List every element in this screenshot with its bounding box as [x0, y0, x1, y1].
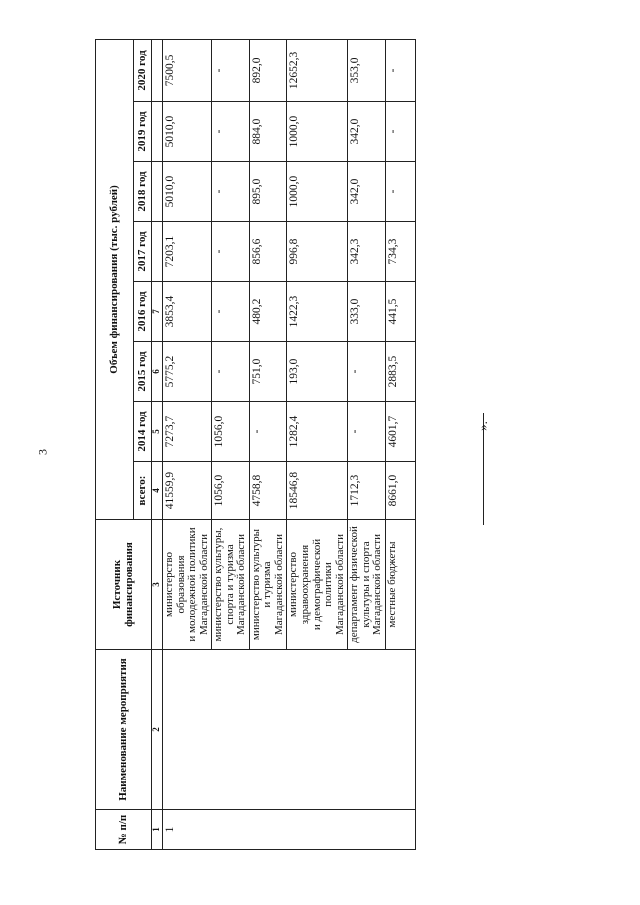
header-volume: Объем финансирования (тыс. рублей) — [96, 39, 134, 519]
year-value: 996,8 — [287, 222, 348, 282]
total-value: 41559,9 — [163, 462, 212, 520]
year-value: 441,5 — [385, 282, 415, 342]
header-year: 2015 год — [134, 342, 152, 402]
year-value: - — [212, 342, 250, 402]
year-value: 12652,3 — [287, 39, 348, 101]
year-value: - — [348, 342, 386, 402]
header-num: № п/п — [96, 810, 152, 850]
header-year: 2020 год — [134, 39, 152, 101]
year-value: 1422,3 — [287, 282, 348, 342]
year-value: 1282,4 — [287, 402, 348, 462]
total-value: 4758,8 — [249, 462, 287, 520]
year-value: 333,0 — [348, 282, 386, 342]
row-number: 1 — [163, 810, 416, 850]
year-value: 884,0 — [249, 102, 287, 162]
year-value: 7500,5 — [163, 39, 212, 101]
year-value: 342,0 — [348, 102, 386, 162]
index-cell — [152, 222, 163, 282]
year-value: - — [212, 282, 250, 342]
column-index-row — [152, 39, 163, 849]
year-value: - — [212, 162, 250, 222]
funding-source: министерство культуры, спорта и туризма Магаданской области — [212, 520, 250, 650]
year-value: - — [385, 102, 415, 162]
funding-source: департамент физической культуры и спорта Магаданской области — [348, 520, 386, 650]
year-value: - — [212, 222, 250, 282]
index-cell: 7 — [152, 282, 163, 342]
year-value: - — [385, 162, 415, 222]
year-value: 342,3 — [348, 222, 386, 282]
year-value: 2883,5 — [385, 342, 415, 402]
year-value: - — [212, 102, 250, 162]
year-value: 751,0 — [249, 342, 287, 402]
total-value: 8661,0 — [385, 462, 415, 520]
index-cell: 4 — [152, 462, 163, 520]
year-value: 7273,7 — [163, 402, 212, 462]
year-value: 1056,0 — [212, 402, 250, 462]
year-value: 1000,0 — [287, 162, 348, 222]
index-cell — [152, 162, 163, 222]
index-cell — [152, 39, 163, 101]
year-value: 5010,0 — [163, 102, 212, 162]
year-value: - — [249, 402, 287, 462]
header-year: 2017 год — [134, 222, 152, 282]
total-value: 18546,8 — [287, 462, 348, 520]
index-cell: 3 — [152, 520, 163, 650]
page-number: 3 — [35, 449, 50, 455]
year-value: 1000,0 — [287, 102, 348, 162]
year-value: - — [348, 402, 386, 462]
header-year: 2014 год — [134, 402, 152, 462]
header-year: 2019 год — [134, 102, 152, 162]
index-cell: 1 — [152, 810, 163, 850]
funding-source: министерство здравоохранения и демографической политики Магаданской области — [287, 520, 348, 650]
index-cell: 2 — [152, 650, 163, 810]
year-value: 480,2 — [249, 282, 287, 342]
header-year: 2016 год — [134, 282, 152, 342]
header-year: 2018 год — [134, 162, 152, 222]
index-cell: 6 — [152, 342, 163, 402]
header-source: Источник финансирования — [96, 520, 152, 650]
closing-mark: ». — [474, 421, 490, 431]
year-value: 5775,2 — [163, 342, 212, 402]
year-value: 353,0 — [348, 39, 386, 101]
year-value: 193,0 — [287, 342, 348, 402]
table-row — [163, 39, 212, 849]
index-cell: 5 — [152, 402, 163, 462]
funding-source: министерство образования и молодежной политики Магаданской области — [163, 520, 212, 650]
funding-table — [95, 39, 416, 850]
year-value: 895,0 — [249, 162, 287, 222]
year-value: - — [385, 39, 415, 101]
total-value: 1056,0 — [212, 462, 250, 520]
year-value: 3853,4 — [163, 282, 212, 342]
year-value: 5010,0 — [163, 162, 212, 222]
year-value: 7203,1 — [163, 222, 212, 282]
year-value: - — [212, 39, 250, 101]
funding-table-container — [95, 40, 410, 850]
year-value: 892,0 — [249, 39, 287, 101]
funding-source: министерство культуры и туризма Магаданской области — [249, 520, 287, 650]
funding-source: местные бюджеты — [385, 520, 415, 650]
index-cell — [152, 102, 163, 162]
header-name: Наименование мероприятия — [96, 650, 152, 810]
year-value: 734,3 — [385, 222, 415, 282]
measure-name — [163, 650, 416, 810]
year-value: 4601,7 — [385, 402, 415, 462]
year-value: 342,0 — [348, 162, 386, 222]
year-value: 856,6 — [249, 222, 287, 282]
header-total: всего: — [134, 462, 152, 520]
total-value: 1712,3 — [348, 462, 386, 520]
